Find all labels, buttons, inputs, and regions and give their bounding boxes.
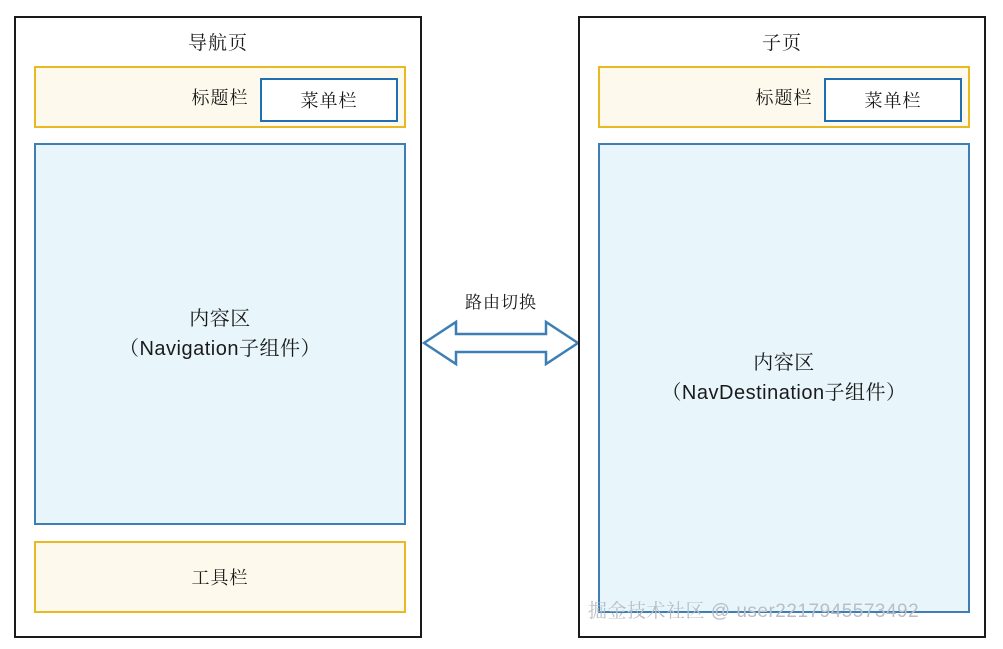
navigation-content-line-1: 内容区: [189, 308, 251, 330]
navigation-page-title: 导航页: [187, 33, 248, 54]
navigation-toolbar: [34, 541, 406, 613]
destination-content-line-1: 内容区: [753, 352, 815, 374]
navigation-menubar-label: 菜单栏: [300, 91, 358, 111]
destination-menubar: [824, 78, 962, 122]
navigation-menubar: [260, 78, 398, 122]
navigation-page-frame: [14, 16, 422, 638]
watermark-text: 掘金技术社区 @ user2217945573492: [588, 601, 920, 622]
navigation-titlebar-label: 标题栏: [191, 88, 249, 108]
destination-menubar-label: 菜单栏: [864, 91, 922, 111]
double-arrow-icon: [422, 318, 580, 368]
navigation-toolbar-label: 工具栏: [191, 568, 249, 588]
destination-content-line-2: （NavDestination子组件）: [661, 382, 907, 404]
route-switch-connector: [422, 293, 580, 368]
destination-page-frame: [578, 16, 986, 638]
destination-titlebar-label: 标题栏: [755, 88, 813, 108]
destination-page-title: 子页: [761, 33, 802, 54]
navigation-content-line-2: （Navigation子组件）: [118, 338, 321, 360]
route-switch-label: 路由切换: [465, 293, 537, 312]
navigation-content-area: [34, 143, 406, 525]
destination-content-area: [598, 143, 970, 613]
